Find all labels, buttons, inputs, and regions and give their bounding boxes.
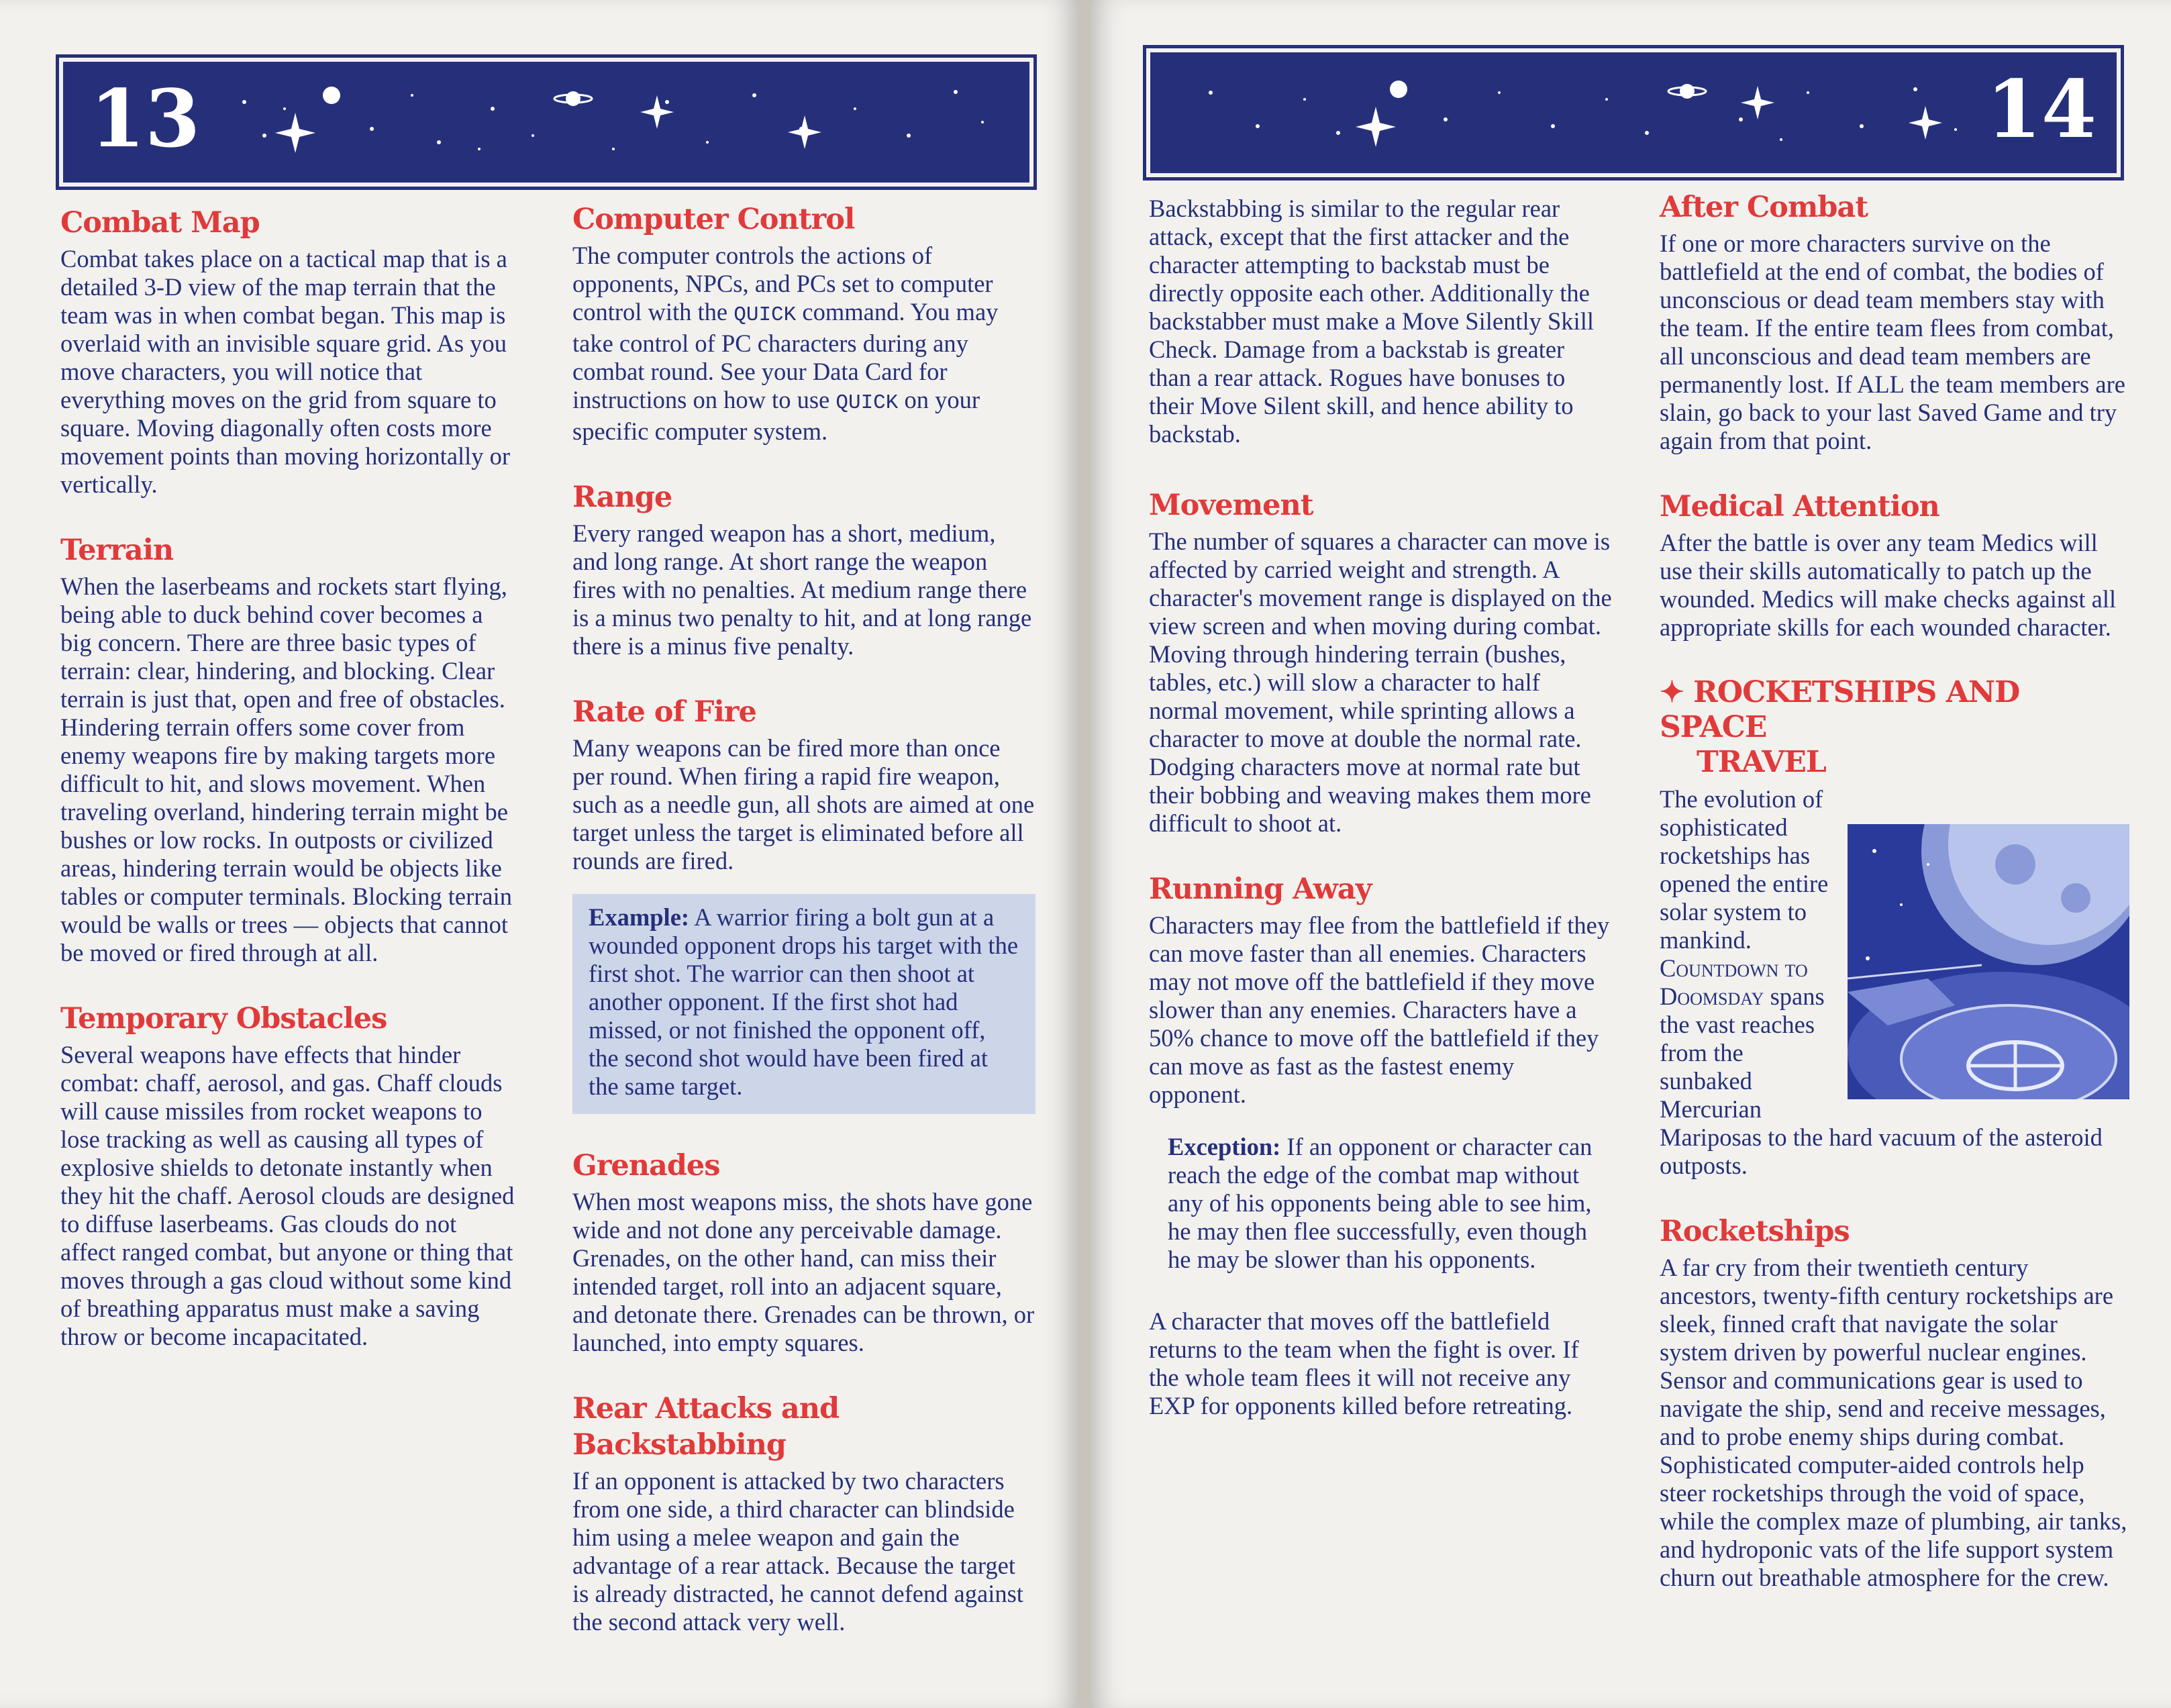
section-text: Characters may flee from the battlefield if they can move faster than all enemies. Characters may not move off the battlefield if they move slower than any enemies. Characters have a 50% chance to move off the battlefield if they can move as fast as the fastest enemy opponent. [1149, 911, 1610, 1108]
section-rate-of-fire [572, 694, 1036, 875]
exception-text: Exception: If an opponent or character can reach the edge of the combat map without any of his opponents being able to see him, he may then flee successfully, even though he may be slower than his opponents. [1168, 1133, 1593, 1273]
section-text: The computer controls the actions of opponents, NPCs, and PCs set to computer control with the QUICK command. You may take control of PC characters during any combat round. See your Data Card for instructions on how to use QUICK on your specific computer system. [572, 242, 999, 445]
section-heading: Combat Map [60, 206, 260, 240]
section-text: Combat takes place on a tactical map that is a detailed 3-D view of the map terrain that the team was in when combat began. This map is overlaid with an invisible square grid. As you move characters, you will notice that everything moves on the grid from square to square. Moving diagonally often costs more movement points than moving horizontally or vertically. [60, 245, 511, 498]
section-text: Several weapons have effects that hinder combat: chaff, aerosol, and gas. Chaff clouds will cause missiles from rocket weapons to lose tracking as well as causing all types of explosive shields to detonate instantly when they hit the chaff. Aerosol clouds are designed to diffuse laserbeams. Gas clouds do not affect ranged combat, but anyone or thing that moves through a gas cloud without some kind of breathing apparatus must make a saving throw or become incapacitated. [60, 1041, 515, 1350]
section-medical-attention [1660, 489, 2129, 642]
quick-command: QUICK [734, 303, 797, 327]
section-after-combat [1660, 189, 2129, 455]
example-text: Example: A warrior firing a bolt gun at a wounded opponent drops his target with the first shot. The warrior can then shoot at another opponent. If the first shot had missed, or not finished the opponent off, the second shot would have been fired at the same target. [589, 903, 1019, 1100]
section-heading: Running Away [1149, 872, 1372, 906]
game-title: Countdown to Doomsday [1660, 954, 1808, 1010]
section-rocketships [1660, 1213, 2129, 1592]
page-14-banner [1146, 48, 2121, 177]
right-column-2 [1660, 189, 2129, 1625]
starfield-graphic [1150, 52, 2117, 173]
page-13-banner [59, 58, 1033, 187]
chapter-heading: ✦ ROCKETSHIPS AND SPACE TRAVEL [1660, 675, 2020, 779]
book-gutter [1077, 0, 1091, 1708]
section-heading: Temporary Obstacles [60, 1002, 387, 1036]
section-text: When most weapons miss, the shots have gone wide and not done any perceivable damage. Grenades, on the other hand, can miss their intended target, roll into an adjacent square, and detonate there. Grenades can be thrown, or launched, into empty squares. [572, 1188, 1035, 1356]
section-text: Every ranged weapon has a short, medium, and long range. At short range the weapon fires with no penalties. At medium range there is a minus two penalty to hit, and at long range there is a minus five penalty. [572, 519, 1032, 660]
section-heading: Rear Attacks and Backstabbing [572, 1392, 840, 1462]
rocketship-space-illustration [1848, 824, 2129, 1099]
section-heading: Computer Control [572, 203, 855, 236]
section-computer-control [572, 201, 1036, 446]
left-column-2 [572, 201, 1036, 1670]
section-heading: Terrain [60, 534, 174, 567]
section-text: The number of squares a character can move is affected by carried weight and strength. A character's movement range is displayed on the view screen and when moving during combat. Moving through hindering terrain (bushes, tables, etc.) will slow a character to half normal movement, while sprinting allows a character to move at double the normal rate. Dodging characters move at normal rate but their bobbing and weaving makes them more difficult to shoot at. [1149, 528, 1612, 837]
example-box [572, 894, 1036, 1114]
section-text: Many weapons can be fired more than once per round. When firing a rapid fire weapon, such as a needle gun, all shots are aimed at one target unless the target is eliminated before all rounds are fired. [572, 734, 1035, 874]
section-text: When the laserbeams and rockets start flying, being able to duck behind cover becomes a big concern. There are three basic types of terrain: clear, hindering, and blocking. Clear terrain is just that, open and free of obstacles. Hindering terrain offers some cover from enemy weapons fire by making targets more difficult to hit, and slows movement. When traveling overland, hindering terrain might be bushes or low rocks. In outposts or civilized areas, hindering terrain would be objects like tables or computer terminals. Blocking terrain would be walls or trees — objects that cannot be moved or fired through at all. [60, 572, 513, 966]
section-text: After the battle is over any team Medics will use their skills automatically to patch up the wounded. Medics will make checks against all appropriate skills for each wounded character. [1660, 529, 2117, 641]
left-page [0, 0, 1077, 1708]
section-heading: Medical Attention [1660, 490, 1939, 523]
section-running-away [1149, 871, 1612, 1109]
section-heading: Grenades [572, 1149, 720, 1183]
section-backstab-continued [1149, 195, 1612, 448]
section-heading: Rate of Fire [572, 695, 756, 729]
left-column-1 [60, 205, 517, 1385]
section-text: A character that moves off the battlefield returns to the team when the fight is over. If the whole team flees it will not receive any EXP for opponents killed before retreating. [1149, 1307, 1579, 1419]
quick-command: QUICK [836, 391, 899, 415]
section-temporary-obstacles [60, 1001, 517, 1351]
section-text: If one or more characters survive on the battlefield at the end of combat, the bodies of unconscious or dead team members stay with the team. If the entire team flees from combat, all unconscious and dead team members are permanently lost. If ALL the team members are slain, go back to your last Saved Game and try again from that point. [1660, 230, 2125, 454]
section-rear-attacks [572, 1391, 1036, 1636]
section-combat-map [60, 205, 517, 499]
section-range [572, 479, 1036, 660]
section-text: Backstabbing is similar to the regular rear attack, except that the first attacker and the character attempting to backstab must be directly opposite each other. Additionally the backstabber must make a Move Silently Skill Check. Damage from a backstab is greater than a rear attack. Rogues have bonuses to their Move Silent skill, and hence ability to backstab. [1149, 195, 1594, 448]
section-heading: Rocketships [1660, 1215, 1850, 1248]
section-movement [1149, 487, 1612, 838]
page-number: 14 [1986, 62, 2097, 156]
section-heading: After Combat [1660, 191, 1868, 224]
page-number: 13 [90, 72, 201, 165]
section-terrain [60, 532, 517, 967]
right-column-1 [1149, 195, 1612, 1420]
section-text: A far cry from their twentieth century ancestors, twenty-fifth century rocketships are sleek, finned craft that navigate the solar system driven by powerful nuclear engines. Sensor and communications gear is used to navigate the ship, send and receive messages, and to probe enemy ships during combat. Sophisticated computer-aided controls help steer rocketships through the void of space, while the complex maze of plumbing, air tanks, and hydroponic vats of the life support system churn out breathable atmosphere for the crew. [1660, 1254, 2127, 1591]
section-text: If an opponent is attacked by two characters from one side, a third character can blindside him using a melee weapon and gain the advantage of a rear attack. Because the target is already distracted, he cannot defend against the second attack very well. [572, 1467, 1023, 1636]
section-rocketships-space-travel [1660, 675, 2129, 1180]
section-grenades [572, 1148, 1036, 1357]
section-heading: Movement [1149, 489, 1313, 522]
section-text: The evolution of sophisticated rocketships has opened the entire solar system to mankind. Countdown to Doomsday spans the vast reaches from the sunbaked Mercurian Mariposas to the hard vacuum of the asteroid outposts. [1660, 785, 2103, 1179]
exception-box [1149, 1133, 1612, 1274]
starfield-graphic [63, 62, 1029, 183]
section-heading: Range [572, 481, 672, 514]
right-page [1091, 0, 2171, 1708]
